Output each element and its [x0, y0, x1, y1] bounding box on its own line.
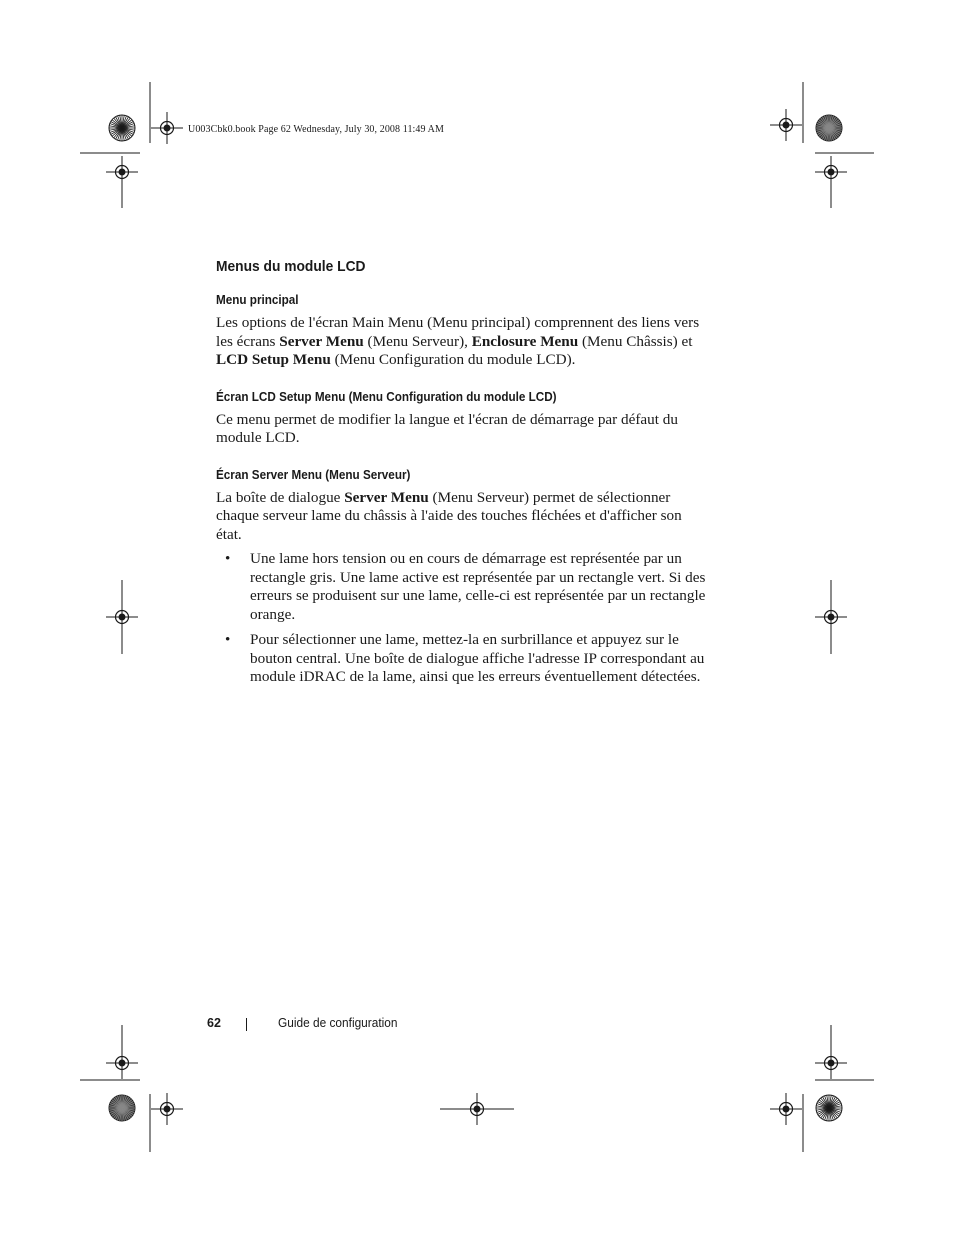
page-number: 62 [207, 1016, 221, 1030]
bullet-icon: • [225, 631, 231, 648]
list-item: • Une lame hors tension ou en cours de démarrage est représentée par un rectangle gris. Une lame active est représentée par un rectangle vert. Si des erreurs se produisent sur une lame, celle-ci est représentée par un rectangle orange. [225, 550, 706, 623]
section-title-server-menu: Écran Server Menu (Menu Serveur) [216, 466, 411, 482]
registration-mark-icon [106, 156, 138, 188]
registration-mark-icon [151, 112, 183, 144]
registration-mark-icon [151, 1093, 183, 1125]
footer-title: Guide de configuration [278, 1016, 398, 1030]
color-star-target-icon [109, 1095, 135, 1121]
bullet-icon: • [225, 550, 231, 567]
registration-mark-icon [815, 1047, 847, 1079]
list-item: • Pour sélectionner une lame, mettez-la en surbrillance et appuyez sur le bouton central. Une boîte de dialogue affiche l'adresse IP correspondant au module iDRAC de la lame, ainsi que les erreurs éventuellement détectées. [225, 631, 705, 685]
registration-mark-icon [770, 1093, 802, 1125]
registration-mark-icon [815, 156, 847, 188]
footer-separator [246, 1018, 247, 1031]
registration-mark-icon [106, 1047, 138, 1079]
server-menu-paragraph: La boîte de dialogue Server Menu (Menu Serveur) permet de sélectionner chaque serveur lame du châssis à l'aide des touches fléchées et d'afficher son état. [216, 488, 682, 543]
color-star-target-icon [816, 115, 842, 141]
page-heading: Menus du module LCD [216, 258, 366, 275]
color-star-target-icon [816, 1095, 842, 1121]
book-slug-line: U003Cbk0.book Page 62 Wednesday, July 30, 2008 11:49 AM [188, 124, 444, 135]
section-title-main-menu: Menu principal [216, 292, 299, 307]
page-content [216, 258, 706, 694]
main-menu-paragraph: Les options de l'écran Main Menu (Menu principal) comprennent des liens vers les écrans Server Menu (Menu Serveur), Enclosure Menu (Menu Châssis) et LCD Setup Menu (Menu Configuration du module LCD). [216, 314, 700, 368]
registration-mark-icon [770, 109, 802, 141]
section-title-lcd-setup: Écran LCD Setup Menu (Menu Configuration du module LCD) [216, 388, 557, 404]
server-menu-bullet-list [216, 550, 706, 687]
lcd-setup-paragraph: Ce menu permet de modifier la langue et l'écran de démarrage par défaut du module LCD. [216, 410, 678, 446]
color-star-target-icon [109, 115, 135, 141]
